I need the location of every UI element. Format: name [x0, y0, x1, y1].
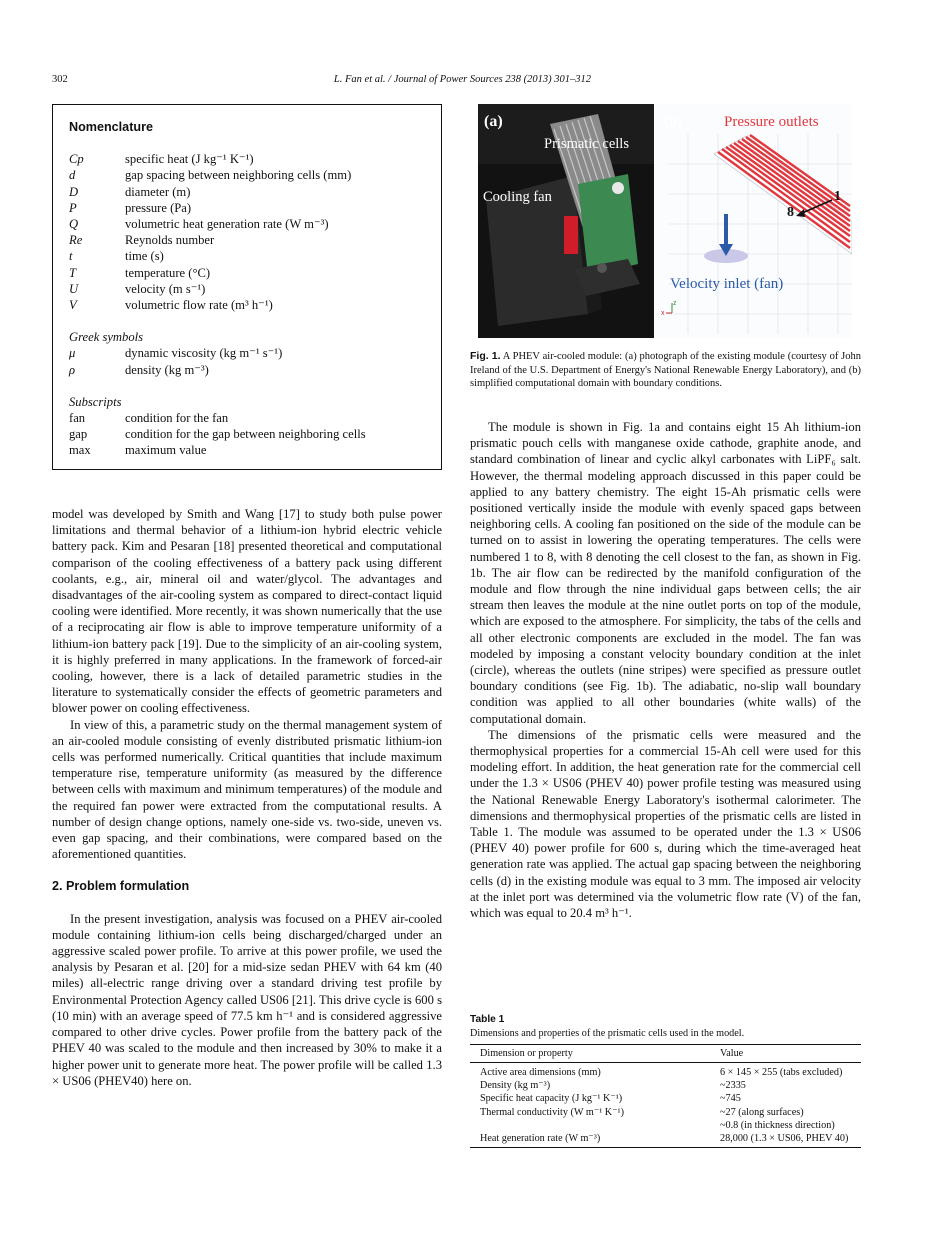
nomenclature-definition: volumetric flow rate (m³ h⁻¹) — [125, 298, 273, 313]
label-cooling-fan: Cooling fan — [483, 189, 552, 205]
nomenclature-title: Nomenclature — [69, 120, 153, 134]
table-row — [470, 1092, 861, 1105]
running-header-citation: L. Fan et al. / Journal of Power Sources 238 (2013) 301–312 — [333, 74, 592, 85]
nomenclature-row — [69, 167, 425, 183]
figure-1 — [478, 104, 852, 338]
left-paragraph-3: In the present investigation, analysis was focused on a PHEV air-cooled module containing lithium-ion cells being discharged/charged under an aggressive scaled power profile. To arrive at this power profile, we used the analysis by Pesaran et al. [20] for a mid-size sedan PHEV with 64 km (40 miles) all-electric range driving over a standard driving test profile by Environmental Protection Agency called US06 [21]. This drive cycle is 600 s (10 min) with an average speed of 77.5 km h⁻¹ and is considered aggressive compared to other drive cycles. Power profile from the battery pack of the PHEV 40 was scaled to the module and then increased by 30% to make it a higher power unit to generate more heat. The power profile will be called 1.3 × US06 (PHEV40) here on. — [52, 911, 442, 1088]
label-cell-1: 1 — [834, 189, 841, 204]
table-cell: Thermal conductivity (W m⁻¹ K⁻¹) — [480, 1106, 624, 1118]
nomenclature-symbol-list — [69, 151, 425, 313]
nomenclature-row — [69, 265, 425, 281]
table-row — [470, 1063, 861, 1080]
label-a: (a) — [484, 113, 503, 130]
nomenclature-definition: velocity (m s⁻¹) — [125, 281, 206, 296]
section-heading: 2. Problem formulation — [52, 879, 190, 894]
nomenclature-row — [69, 200, 425, 216]
subscript-symbol: fan — [69, 411, 86, 426]
nomenclature-symbol: Cp — [69, 152, 84, 167]
nomenclature-definition: time (s) — [125, 249, 164, 264]
table-cell — [470, 1119, 710, 1132]
nomenclature-row — [69, 184, 425, 200]
label-pressure-outlets: Pressure outlets — [724, 114, 819, 130]
greek-symbol-symbol: μ — [69, 346, 76, 361]
nomenclature-symbol: U — [69, 281, 79, 296]
subscript-row — [69, 442, 425, 458]
nomenclature-definition: temperature (°C) — [125, 265, 211, 280]
table-cell: ~2335 — [720, 1080, 746, 1092]
nomenclature-symbol: V — [69, 298, 77, 313]
subscript-row — [69, 410, 425, 426]
nomenclature-symbol: P — [69, 200, 77, 215]
axis-z-label: z — [673, 300, 677, 307]
left-column — [52, 506, 442, 1089]
table-cell: Heat generation rate (W m⁻³) — [470, 1132, 710, 1148]
figure-panel-a-photo — [478, 104, 654, 338]
greek-symbols-title: Greek symbols — [69, 330, 144, 345]
axis-x-label: x — [661, 310, 665, 317]
table-cell: Density (kg m⁻³) — [480, 1080, 551, 1092]
nomenclature-row — [69, 151, 425, 167]
subscript-definition: maximum value — [125, 443, 207, 458]
table-cell: Active area dimensions (mm) — [480, 1067, 601, 1078]
properties-table — [470, 1044, 861, 1148]
nomenclature-definition: specific heat (J kg⁻¹ K⁻¹) — [125, 152, 254, 167]
table-cell: 28,000 (1.3 × US06, PHEV 40) — [710, 1132, 861, 1148]
table-row — [470, 1119, 861, 1132]
greek-symbol-symbol: ρ — [69, 362, 76, 377]
figure-1-caption — [470, 350, 861, 391]
table-header-row — [470, 1045, 861, 1063]
label-b: (b) — [664, 114, 683, 130]
greek-symbol-list — [69, 345, 425, 377]
table-title: Table 1 — [470, 1014, 505, 1025]
nomenclature-definition: pressure (Pa) — [125, 200, 192, 215]
label-prismatic-cells: Prismatic cells — [544, 136, 629, 152]
table-row — [470, 1106, 861, 1119]
subscript-list — [69, 410, 425, 459]
subscript-symbol: gap — [69, 427, 88, 442]
subscripts-title: Subscripts — [69, 394, 122, 409]
nomenclature-symbol: T — [69, 265, 77, 280]
greek-symbol-row — [69, 345, 425, 361]
nomenclature-row — [69, 232, 425, 248]
right-paragraph-2: The dimensions of the prismatic cells were measured and the thermophysical properties for a commercial 15-Ah cell were used for this modeling effort. In addition, the heat generation rate for the commercial cell under the 1.3 × US06 (PHEV 40) power profile testing was measured using the National Renewable Energy Laboratory's isothermal calorimeter. The dimensions and thermophysical properties of the prismatic cells are listed in Table 1. The module was assumed to be operated under the 1.3 × US06 (PHEV 40) power profile for 600 s, during which the time-averaged heat generation rate was applied. The actual gap spacing between the neighboring cells (d) in the existing module was equal to 3 mm. The imposed air velocity at the inlet port was determined via the volumetric flow rate (V) of the fan, which was equal to 20.4 m³ h⁻¹. — [470, 727, 861, 921]
figure-panel-b-domain — [654, 104, 852, 338]
subscript-row — [69, 426, 425, 442]
page-number: 302 — [52, 74, 68, 85]
nomenclature-definition: gap spacing between neighboring cells (mm) — [125, 168, 352, 183]
table-1 — [470, 1014, 861, 1148]
right-paragraph-1: The module is shown in Fig. 1a and contains eight 15 Ah lithium-ion prismatic pouch cells with manganese oxide cathode, graphite anode, and standard combination of linear and cyclic alkyl carbonates with LiPF₆ salt. However, the thermal modeling approach discussed in this paper could be applied to any battery chemistry. The eight 15-Ah prismatic cells were positioned vertically inside the module with evenly spaced gaps between neighboring cells. A cooling fan positioned on the side of the module can be turned on to assist in lowering the operating temperatures. The cells were numbered 1 to 8, with 8 denoting the cell closest to the fan, as shown in Fig. 1b. The air flow can be redirected by the manifold configuration of the module and flow through the nine individual gaps between cells; the air stream then leaves the module at the nine outlet ports on top of the module, which are exposed to the atmosphere. For simplicity, the tabs of the cells and all other electronic components are excluded in the model. The fan was modeled by imposing a constant velocity boundary condition at the inlet (circle), whereas the outlets (nine stripes) were specified as pressure outlet boundary conditions (see Fig. 1b). The adiabatic, no-slip wall boundary condition was applied to all other boundaries (white walls) of the computational domain. — [470, 420, 861, 726]
figure-1-graphic — [478, 104, 852, 338]
subscript-symbol: max — [69, 443, 91, 458]
greek-symbol-definition: dynamic viscosity (kg m⁻¹ s⁻¹) — [125, 346, 283, 361]
nomenclature-symbol: Re — [69, 233, 83, 248]
table-header-cell: Dimension or property — [470, 1045, 710, 1063]
subscript-definition: condition for the fan — [125, 411, 229, 426]
table-row — [470, 1079, 861, 1092]
nomenclature-symbol: D — [69, 184, 79, 199]
table-cell: ~745 — [720, 1093, 741, 1105]
nomenclature-row — [69, 248, 425, 264]
figure-caption-label: Fig. 1. — [470, 350, 501, 362]
nomenclature-box — [52, 104, 442, 470]
figure-caption-text: A PHEV air-cooled module: (a) photograph of the existing module (courtesy of John Ireland of the U.S. Department of Energy's National Renewable Energy Laboratory), and (b) simplified computational domain with boundary conditions. — [470, 351, 861, 389]
nomenclature-definition: diameter (m) — [125, 184, 191, 199]
subscript-definition: condition for the gap between neighboring cells — [125, 427, 366, 442]
nomenclature-symbol: t — [69, 249, 73, 264]
label-velocity-inlet: Velocity inlet (fan) — [670, 276, 784, 292]
table-caption: Dimensions and properties of the prismatic cells used in the model. — [470, 1028, 745, 1039]
table-cell: 6 × 145 × 255 (tabs excluded) — [720, 1067, 843, 1078]
table-header-cell: Value — [710, 1045, 861, 1063]
table-cell: Specific heat capacity (J kg⁻¹ K⁻¹) — [480, 1093, 623, 1105]
nomenclature-symbol: d — [69, 168, 76, 183]
left-paragraph-2: In view of this, a parametric study on the thermal management system of an air-cooled module consisting of evenly distributed prismatic lithium-ion cells was performed numerically. Critical quantities that include maximum temperature rise, temperature uniformity (as measured by the difference between cells with maximum and minimum temperatures) of the module and the required fan power were extracted from the computational results. A number of design change options, namely one-side vs. two-side, uneven vs. even gap spacing, and their combinations, were compared based on the aforementioned quantities. — [52, 717, 442, 862]
table-row — [470, 1132, 861, 1148]
nomenclature-row — [69, 281, 425, 297]
left-paragraph-1: model was developed by Smith and Wang [17] to study both pulse power limitations and thermal behavior of a lithium-ion hybrid electric vehicle battery pack. Kim and Pesaran [18] presented theoretical and computational comparison of the cooling effectiveness of a battery pack using different coolants, e.g., air, mineral oil and water/glycol. The advantages and disadvantages of the air-cooling system as compared to direct-contact liquid cooling were identified. More recently, it was shown numerically that the use of a reciprocating air flow is able to improve temperature uniformity of a lithium-ion battery pack [19]. Due to the simplicity of an air-cooling system, it is highly preferred in many applications. In the framework of forced-air cooling, however, there is a lack of detailed parametric studies in the literature to systematically consider the effects of geometric parameters and blower power on cooling effectiveness. — [52, 507, 442, 716]
nomenclature-row — [69, 216, 425, 232]
greek-symbol-row — [69, 362, 425, 378]
label-cell-8: 8 — [787, 205, 794, 220]
nomenclature-row — [69, 297, 425, 313]
nomenclature-definition: Reynolds number — [125, 233, 215, 248]
nomenclature-definition: volumetric heat generation rate (W m⁻³) — [125, 217, 329, 232]
right-column — [470, 419, 861, 921]
table-cell: ~0.8 (in thickness direction) — [720, 1119, 835, 1131]
greek-symbol-definition: density (kg m⁻³) — [125, 362, 209, 377]
table-cell: ~27 (along surfaces) — [720, 1106, 804, 1118]
nomenclature-symbol: Q — [69, 217, 79, 232]
